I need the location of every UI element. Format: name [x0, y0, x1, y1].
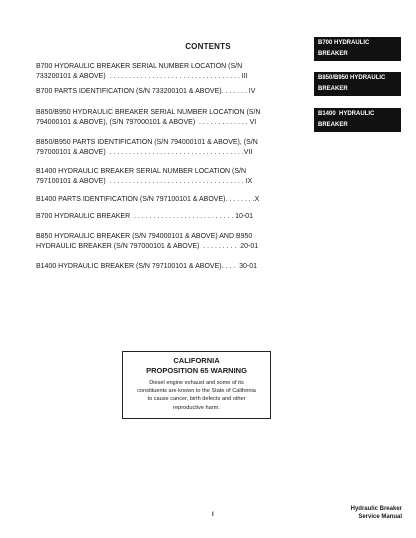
section-tab-b850-b950[interactable]: B850/B950 HYDRAULIC BREAKER	[314, 72, 401, 96]
toc-entry[interactable]: B700 HYDRAULIC BREAKER . . . . . . . . . . . . . . . . . . . . . . . . . . 10-01	[36, 213, 254, 220]
warning-body: Diesel engine exhaust and some of its constituents are known to the State of California to cause cancer, birth defects and other reproductive harm.	[137, 380, 256, 411]
prop65-warning-box	[122, 351, 271, 419]
manual-label: Hydraulic Breaker Service Manual	[350, 506, 402, 520]
toc-entry[interactable]: B700 HYDRAULIC BREAKER SERIAL NUMBER LOCATION (S/N 733200101 & ABOVE) . . . . . . . . . . . . . . . . . . . . . . . . . . . . . . . . . . III	[36, 63, 248, 80]
toc-entry[interactable]: B1400 HYDRAULIC BREAKER SERIAL NUMBER LOCATION (S/N 797100101 & ABOVE) . . . . . . . . . . . . . . . . . . . . . . . . . . . . . . . . . . . IX	[36, 168, 253, 185]
toc-entry[interactable]: B850/B950 HYDRAULIC BREAKER SERIAL NUMBER LOCATION (S/N 794000101 & ABOVE), (S/N 797000101 & ABOVE) . . . . . . . . . . . . . VI	[36, 109, 261, 126]
toc-entry[interactable]: B700 PARTS IDENTIFICATION (S/N 733200101 & ABOVE). . . . . . . IV	[36, 88, 256, 95]
toc-entry[interactable]: B850 HYDRAULIC BREAKER (S/N 794000101 & ABOVE) AND B950 HYDRAULIC BREAKER (S/N 797000101 & ABOVE) . . . . . . . . . 20-01	[36, 233, 259, 250]
section-tab-b1400[interactable]: B1400 HYDRAULIC BREAKER	[314, 108, 401, 132]
warning-title: CALIFORNIA PROPOSITION 65 WARNING	[146, 356, 247, 375]
toc-entry[interactable]: B850/B950 PARTS IDENTIFICATION (S/N 794000101 & ABOVE), (S/N 797000101 & ABOVE) . . . . . . . . . . . . . . . . . . . . . . . . . . . . . . . . . . .VII	[36, 139, 258, 156]
contents-title: CONTENTS	[185, 42, 231, 51]
section-tab-b700[interactable]: B700 HYDRAULIC BREAKER	[314, 37, 401, 61]
page-number: I	[212, 512, 214, 518]
toc-entry[interactable]: B1400 PARTS IDENTIFICATION (S/N 797100101 & ABOVE). . . . . . . .X	[36, 196, 260, 203]
toc-entry[interactable]: B1400 HYDRAULIC BREAKER (S/N 797100101 & ABOVE). . . . 30-01	[36, 263, 257, 270]
